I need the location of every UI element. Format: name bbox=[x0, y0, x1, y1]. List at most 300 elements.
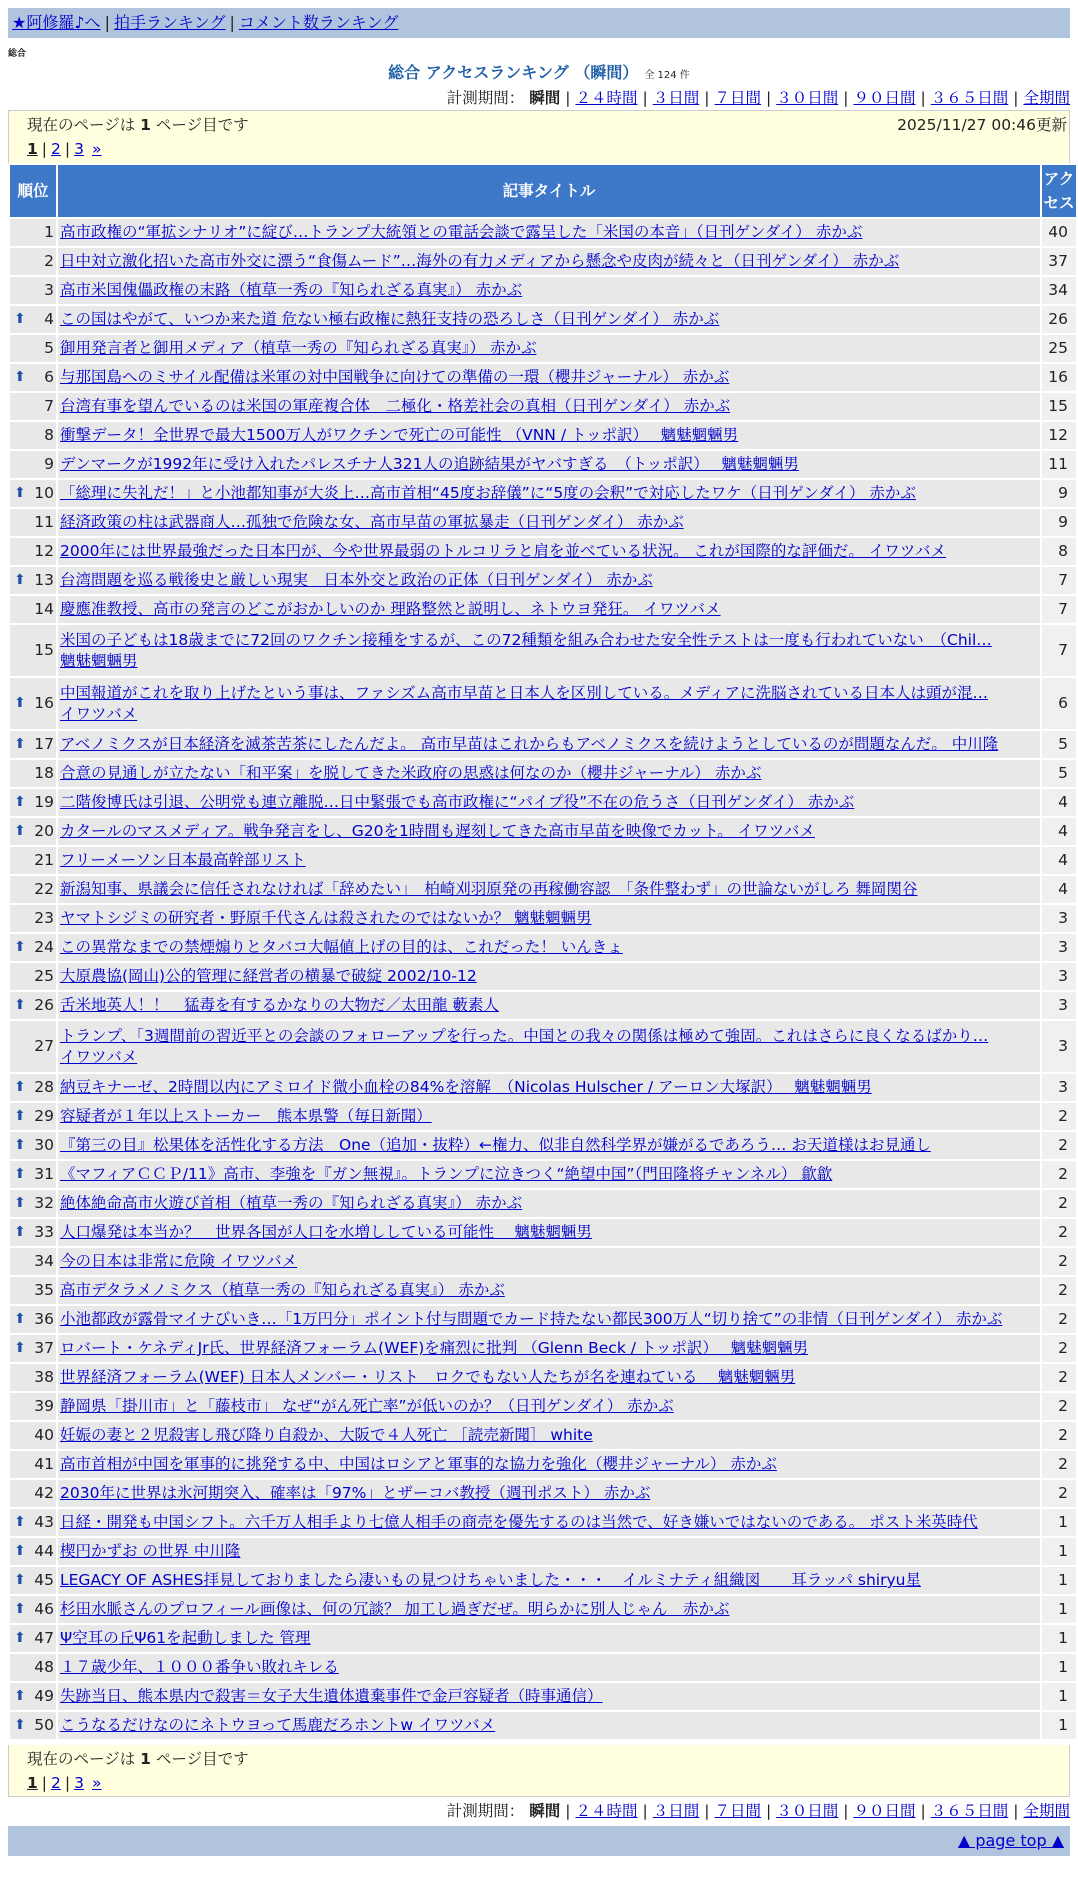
rank-cell bbox=[10, 567, 56, 594]
title-cell bbox=[58, 1074, 1040, 1101]
rank-cell bbox=[10, 1654, 56, 1681]
page-title-wrap bbox=[0, 62, 1078, 87]
article-link[interactable]: 大原農協(岡山)公的管理に経営者の横暴で破綻 2002/10-12 bbox=[60, 967, 477, 985]
title-cell bbox=[58, 1219, 1040, 1246]
access-count: 37 bbox=[1042, 248, 1076, 275]
up-arrow-icon: ⬆ bbox=[14, 695, 26, 711]
table-row bbox=[10, 1451, 1076, 1478]
rank-cell bbox=[10, 451, 56, 478]
title-cell bbox=[58, 1712, 1040, 1739]
table-row bbox=[10, 963, 1076, 990]
period-label: 計測期間： bbox=[446, 89, 525, 107]
page-link-2[interactable]: 2 bbox=[51, 1774, 61, 1792]
rank-cell bbox=[10, 1393, 56, 1420]
title-cell bbox=[58, 992, 1040, 1019]
page-link-current[interactable]: 1 bbox=[27, 140, 38, 158]
rank-cell bbox=[10, 1021, 56, 1072]
rank-number: 37 bbox=[34, 1339, 54, 1357]
col-rank-header: 順位 bbox=[10, 165, 56, 217]
access-count: 25 bbox=[1042, 335, 1076, 362]
rank-number: 33 bbox=[34, 1223, 54, 1241]
page-links-bottom: 1 | 2 | 3 » bbox=[27, 1774, 102, 1792]
period-90d[interactable]: ９０日間 bbox=[853, 1802, 916, 1820]
rank-number: 4 bbox=[44, 310, 54, 328]
rank-cell bbox=[10, 876, 56, 903]
rank-number: 21 bbox=[34, 851, 54, 869]
article-link[interactable] bbox=[60, 1026, 1038, 1068]
article-link[interactable]: この国はやがて、いつか来た道 危ない極右政権に熱狂支持の恐ろしさ（日刊ゲンダイ） 赤かぶ bbox=[60, 310, 720, 328]
period-30d[interactable]: ３０日間 bbox=[776, 1802, 839, 1820]
title-cell bbox=[58, 1393, 1040, 1420]
article-title: 中国報道がこれを取り上げたという事は、ファシズム高市早苗と日本人を区別している。メディアに洗脳されている日本人は頭が混… bbox=[60, 683, 988, 702]
article-link[interactable]: 慶應准教授、高市の発言のどこがおかしいのか 理路整然と説明し、ネトウヨ発狂。 イワツバメ bbox=[60, 600, 721, 618]
article-link[interactable]: 今の日本は非常に危険 イワツバメ bbox=[60, 1252, 298, 1270]
article-link[interactable]: １７歳少年、１０００番争い敗れキレる bbox=[60, 1658, 339, 1676]
article-link[interactable]: ロバート・ケネディJr氏、世界経済フォーラム(WEF)を痛烈に批判 （Glenn Beck / トッポ訳） 魑魅魍魎男 bbox=[60, 1339, 809, 1357]
rank-cell bbox=[10, 1306, 56, 1333]
article-author: イワツバメ bbox=[60, 1047, 138, 1066]
rank-cell bbox=[10, 248, 56, 275]
up-arrow-icon: ⬆ bbox=[14, 1108, 26, 1124]
table-row bbox=[10, 876, 1076, 903]
access-count: 1 bbox=[1042, 1625, 1076, 1652]
period-24h[interactable]: ２４時間 bbox=[575, 89, 638, 107]
rank-cell bbox=[10, 1132, 56, 1159]
page-link-2[interactable]: 2 bbox=[51, 140, 61, 158]
title-cell bbox=[58, 248, 1040, 275]
title-cell bbox=[58, 306, 1040, 333]
col-title-header: 記事タイトル bbox=[58, 165, 1040, 217]
rank-number: 39 bbox=[34, 1397, 54, 1415]
article-link[interactable]: デンマークが1992年に受け入れたパレスチナ人321人の追跡結果がヤバすぎる （トッポ訳） 魑魅魍魎男 bbox=[60, 455, 799, 473]
title-cell bbox=[58, 1654, 1040, 1681]
rank-number: 12 bbox=[34, 542, 54, 560]
title-cell bbox=[58, 1103, 1040, 1130]
page-link-3[interactable]: 3 bbox=[74, 1774, 85, 1792]
title-cell bbox=[58, 934, 1040, 961]
article-link[interactable]: 御用発言者と御用メディア（植草一秀の『知られざる真実』） 赤かぶ bbox=[60, 339, 537, 357]
article-link[interactable] bbox=[60, 630, 1038, 672]
title-cell bbox=[58, 364, 1040, 391]
access-count: 3 bbox=[1042, 1021, 1076, 1072]
access-count: 26 bbox=[1042, 306, 1076, 333]
table-row bbox=[10, 847, 1076, 874]
rank-cell bbox=[10, 219, 56, 246]
article-link[interactable]: 妊娠の妻と２児殺害し飛び降り自殺か、大阪で４人死亡 ［読売新聞］ white bbox=[60, 1426, 593, 1444]
rank-cell bbox=[10, 1364, 56, 1391]
title-cell bbox=[58, 1509, 1040, 1536]
table-row bbox=[10, 1654, 1076, 1681]
period-3d[interactable]: ３日間 bbox=[652, 89, 700, 107]
article-link[interactable]: フリーメーソン日本最高幹部リスト bbox=[60, 851, 306, 869]
rank-number: 10 bbox=[34, 484, 54, 502]
article-link[interactable]: 与那国島へのミサイル配備は米軍の対中国戦争に向けての準備の一環（櫻井ジャーナル） 赤かぶ bbox=[60, 368, 730, 386]
table-row bbox=[10, 1393, 1076, 1420]
up-arrow-icon: ⬆ bbox=[14, 1137, 26, 1153]
access-count: 3 bbox=[1042, 905, 1076, 932]
table-row bbox=[10, 277, 1076, 304]
rank-cell bbox=[10, 1538, 56, 1565]
home-link[interactable]: ★阿修羅♪へ bbox=[12, 13, 101, 32]
period-all[interactable]: 全期間 bbox=[1023, 1802, 1070, 1820]
page-title: 総合 アクセスランキング （瞬間） bbox=[388, 63, 639, 82]
title-cell bbox=[58, 1190, 1040, 1217]
rank-number: 26 bbox=[34, 996, 54, 1014]
title-cell bbox=[58, 1306, 1040, 1333]
table-row bbox=[10, 1335, 1076, 1362]
table-row bbox=[10, 1567, 1076, 1594]
access-count: 16 bbox=[1042, 364, 1076, 391]
title-cell bbox=[58, 731, 1040, 758]
title-cell bbox=[58, 1567, 1040, 1594]
rank-cell bbox=[10, 731, 56, 758]
title-cell bbox=[58, 567, 1040, 594]
article-link[interactable]: 合意の見通しが立たない「和平案」を脱してきた米政府の思惑は何なのか（櫻井ジャーナル） 赤かぶ bbox=[60, 764, 762, 782]
access-count: 15 bbox=[1042, 393, 1076, 420]
access-count: 7 bbox=[1042, 625, 1076, 676]
period-24h[interactable]: ２４時間 bbox=[575, 1802, 638, 1820]
up-arrow-icon: ⬆ bbox=[14, 1543, 26, 1559]
title-cell bbox=[58, 760, 1040, 787]
rank-cell bbox=[10, 422, 56, 449]
rank-number: 22 bbox=[34, 880, 54, 898]
rank-number: 5 bbox=[44, 339, 54, 357]
access-count: 12 bbox=[1042, 422, 1076, 449]
rank-cell bbox=[10, 1625, 56, 1652]
rank-number: 29 bbox=[34, 1107, 54, 1125]
title-cell bbox=[58, 1248, 1040, 1275]
access-count: 2 bbox=[1042, 1422, 1076, 1449]
rank-cell bbox=[10, 1451, 56, 1478]
rank-number: 28 bbox=[34, 1078, 54, 1096]
rank-cell bbox=[10, 1190, 56, 1217]
rank-number: 3 bbox=[44, 281, 54, 299]
table-row bbox=[10, 1538, 1076, 1565]
period-selector-bottom: 計測期間： 瞬間 | ２４時間 | ３日間 | ７日間 | ３０日間 | ９０日間 | ３６５日間 | 全期間 bbox=[446, 1802, 1070, 1820]
rank-cell bbox=[10, 277, 56, 304]
comment-ranking-link[interactable]: コメント数ランキング bbox=[238, 13, 399, 32]
table-row bbox=[10, 1103, 1076, 1130]
article-link[interactable]: 失跡当日、熊本県内で殺害＝女子大生遺体遺棄事件で金戸容疑者（時事通信） bbox=[60, 1687, 603, 1705]
title-cell bbox=[58, 393, 1040, 420]
rank-number: 1 bbox=[44, 223, 54, 241]
up-arrow-icon: ⬆ bbox=[14, 997, 26, 1013]
article-link[interactable]: Ψ空耳の丘Ψ61を起動しました 管理 bbox=[60, 1629, 311, 1647]
rank-number: 14 bbox=[34, 600, 54, 618]
rank-cell bbox=[10, 480, 56, 507]
article-link[interactable]: 世界経済フォーラム(WEF) 日本人メンバー・リスト ロクでもない人たちが名を連ねている 魑魅魍魎男 bbox=[60, 1368, 796, 1386]
period-90d[interactable]: ９０日間 bbox=[853, 89, 916, 107]
table-row bbox=[10, 1074, 1076, 1101]
rank-cell bbox=[10, 306, 56, 333]
rank-cell bbox=[10, 847, 56, 874]
article-title: トランプ、「3週間前の習近平との会談のフォローアップを行った。中国との我々の関係は極めて強固。これはさらに良くなるばかり… bbox=[60, 1026, 989, 1045]
title-cell bbox=[58, 1364, 1040, 1391]
up-arrow-icon: ⬆ bbox=[14, 369, 26, 385]
table-row bbox=[10, 596, 1076, 623]
access-count: 1 bbox=[1042, 1654, 1076, 1681]
access-count: 1 bbox=[1042, 1509, 1076, 1536]
period-7d[interactable]: ７日間 bbox=[714, 1802, 761, 1820]
article-link[interactable]: 2000年には世界最強だった日本円が、今や世界最弱のトルコリラと肩を並べている状況。 これが国際的な評価だ。 イワツバメ bbox=[60, 542, 946, 560]
top-nav bbox=[8, 8, 1070, 38]
article-link[interactable]: 人口爆発は本当か？ 世界各国が人口を水増ししている可能性 魑魅魍魎男 bbox=[60, 1223, 592, 1241]
title-cell bbox=[58, 847, 1040, 874]
access-count: 4 bbox=[1042, 847, 1076, 874]
rank-number: 18 bbox=[34, 764, 54, 782]
article-link[interactable]: 高市デタラメノミクス（植草一秀の『知られざる真実』） 赤かぶ bbox=[60, 1281, 505, 1299]
table-row bbox=[10, 905, 1076, 932]
rank-cell bbox=[10, 992, 56, 1019]
table-row bbox=[10, 306, 1076, 333]
rank-number: 41 bbox=[34, 1455, 54, 1473]
table-row bbox=[10, 364, 1076, 391]
rank-cell bbox=[10, 393, 56, 420]
rank-number: 23 bbox=[34, 909, 54, 927]
article-link[interactable]: 舌米地英人！！ 猛毒を有するかなりの大物だ／太田龍 藪素人 bbox=[60, 996, 499, 1014]
access-count: 5 bbox=[1042, 760, 1076, 787]
page-link-current[interactable]: 1 bbox=[27, 1774, 38, 1792]
rank-cell bbox=[10, 963, 56, 990]
article-link[interactable]: 日中対立激化招いた高市外交に漂う“食傷ムード”…海外の有力メディアから懸念や皮肉が続々と（日刊ゲンダイ） 赤かぶ bbox=[60, 252, 900, 270]
period-7d[interactable]: ７日間 bbox=[714, 89, 761, 107]
up-arrow-icon: ⬆ bbox=[14, 311, 26, 327]
access-count: 2 bbox=[1042, 1103, 1076, 1130]
title-cell bbox=[58, 789, 1040, 816]
article-title: 米国の子どもは18歳までに72回のワクチン接種をするが、この72種類を組み合わせた安全性テストは一度も行われていない （Chil… bbox=[60, 630, 992, 649]
article-link[interactable]: 新潟知事、県議会に信任されなければ「辞めたい」 柏崎刈羽原発の再稼働容認 「条件整わず」の世論ないがしろ 舞岡関谷 bbox=[60, 880, 918, 898]
rank-number: 20 bbox=[34, 822, 54, 840]
page-number: 1 bbox=[140, 116, 151, 134]
title-cell bbox=[58, 1625, 1040, 1652]
up-arrow-icon: ⬆ bbox=[14, 736, 26, 752]
table-row bbox=[10, 1306, 1076, 1333]
up-arrow-icon: ⬆ bbox=[14, 1601, 26, 1617]
access-count: 2 bbox=[1042, 1480, 1076, 1507]
rank-number: 7 bbox=[44, 397, 54, 415]
period-30d[interactable]: ３０日間 bbox=[776, 89, 839, 107]
rank-number: 25 bbox=[34, 967, 54, 985]
access-count: 1 bbox=[1042, 1567, 1076, 1594]
article-link[interactable]: カタールのマスメディア。戦争発言をし、G20を1時間も遅刻してきた高市早苗を映像でカット。 イワツバメ bbox=[60, 822, 815, 840]
access-count: 2 bbox=[1042, 1364, 1076, 1391]
rank-number: 47 bbox=[34, 1629, 54, 1647]
article-link[interactable]: 経済政策の柱は武器商人…孤独で危険な女、高市早苗の軍拡暴走（日刊ゲンダイ） 赤かぶ bbox=[60, 513, 684, 531]
rank-number: 8 bbox=[44, 426, 54, 444]
rank-cell bbox=[10, 1422, 56, 1449]
access-count: 1 bbox=[1042, 1596, 1076, 1623]
access-count: 7 bbox=[1042, 596, 1076, 623]
clap-ranking-link[interactable]: 拍手ランキング bbox=[113, 13, 226, 32]
article-link[interactable]: 小池都政が露骨マイナびいき…「1万円分」ポイント付与問題でカード持たない都民300万人“切り捨て”の非情（日刊ゲンダイ） 赤かぶ bbox=[60, 1310, 1003, 1328]
article-link[interactable]: 高市政権の“軍拡シナリオ”に綻び…トランプ大統領との電話会談で露呈した「米国の本音」（日刊ゲンダイ） 赤かぶ bbox=[60, 223, 863, 241]
article-link[interactable]: 絶体絶命高市火遊び首相（植草一秀の『知られざる真実』） 赤かぶ bbox=[60, 1194, 523, 1212]
access-count: 3 bbox=[1042, 963, 1076, 990]
rank-cell bbox=[10, 1277, 56, 1304]
rank-cell bbox=[10, 760, 56, 787]
access-count: 2 bbox=[1042, 1248, 1076, 1275]
article-link[interactable]: 楔円かずお の世界 中川隆 bbox=[60, 1542, 241, 1560]
access-count: 3 bbox=[1042, 992, 1076, 1019]
title-cell bbox=[58, 422, 1040, 449]
period-all[interactable]: 全期間 bbox=[1023, 89, 1070, 107]
title-cell bbox=[58, 451, 1040, 478]
access-count: 2 bbox=[1042, 1219, 1076, 1246]
up-arrow-icon: ⬆ bbox=[14, 1717, 26, 1733]
up-arrow-icon: ⬆ bbox=[14, 1166, 26, 1182]
rank-number: 24 bbox=[34, 938, 54, 956]
rank-cell bbox=[10, 1683, 56, 1710]
rank-number: 36 bbox=[34, 1310, 54, 1328]
rank-cell bbox=[10, 1335, 56, 1362]
period-365d[interactable]: ３６５日間 bbox=[930, 1802, 1009, 1820]
rank-cell bbox=[10, 1248, 56, 1275]
article-link[interactable]: 納豆キナーゼ、2時間以内にアミロイド微小血栓の84%を溶解 （Nicolas Hulscher / アーロン大塚訳） 魑魅魍魎男 bbox=[60, 1078, 872, 1096]
title-cell bbox=[58, 538, 1040, 565]
access-count: 7 bbox=[1042, 567, 1076, 594]
article-link[interactable]: 静岡県「掛川市」と「藤枝市」 なぜ“がん死亡率”が低いのか？（日刊ゲンダイ） 赤かぶ bbox=[60, 1397, 674, 1415]
title-cell bbox=[58, 1132, 1040, 1159]
period-3d[interactable]: ３日間 bbox=[652, 1802, 700, 1820]
ranking-table bbox=[8, 163, 1078, 1741]
article-link[interactable]: 高市首相が中国を軍事的に挑発する中、中国はロシアと軍事的な協力を強化（櫻井ジャーナル） 赤かぶ bbox=[60, 1455, 777, 1473]
table-row bbox=[10, 1596, 1076, 1623]
up-arrow-icon: ⬆ bbox=[14, 1079, 26, 1095]
rank-number: 31 bbox=[34, 1165, 54, 1183]
table-row bbox=[10, 509, 1076, 536]
period-365d[interactable]: ３６５日間 bbox=[930, 89, 1009, 107]
table-row bbox=[10, 422, 1076, 449]
rank-number: 9 bbox=[44, 455, 54, 473]
article-link[interactable]: 二階俊博氏は引退、公明党も連立離脱…日中緊張でも高市政権に“パイプ役”不在の危うさ（日刊ゲンダイ） 赤かぶ bbox=[60, 793, 855, 811]
title-cell bbox=[58, 905, 1040, 932]
title-cell bbox=[58, 1451, 1040, 1478]
up-arrow-icon: ⬆ bbox=[14, 1340, 26, 1356]
nav-sep: | bbox=[104, 13, 110, 32]
rank-number: 19 bbox=[34, 793, 54, 811]
rank-number: 35 bbox=[34, 1281, 54, 1299]
article-link[interactable] bbox=[60, 683, 1038, 725]
access-count: 3 bbox=[1042, 1074, 1076, 1101]
table-row bbox=[10, 1190, 1076, 1217]
article-link[interactable]: 2030年に世界は氷河期突入、確率は「97%」とザーコバ教授（週刊ポスト） 赤かぶ bbox=[60, 1484, 651, 1502]
table-row bbox=[10, 625, 1076, 676]
article-link[interactable]: 台湾有事を望んでいるのは米国の軍産複合体 二極化・格差社会の真相（日刊ゲンダイ） 赤かぶ bbox=[60, 397, 731, 415]
rank-cell bbox=[10, 934, 56, 961]
article-link[interactable]: 日経・開発も中国シフト。六千万人相手より七億人相手の商売を優先するのは当然で、好き嫌いではないのである。 ポスト米英時代 bbox=[60, 1513, 978, 1531]
article-link[interactable]: 杉田水脈さんのプロフィール画像は、何の冗談？ 加工し過ぎだぜ。明らかに別人じゃん 赤かぶ bbox=[60, 1600, 730, 1618]
updated-time: 2025/11/27 00:46更新 bbox=[897, 116, 1067, 134]
access-count: 1 bbox=[1042, 1683, 1076, 1710]
rank-number: 49 bbox=[34, 1687, 54, 1705]
table-row bbox=[10, 1219, 1076, 1246]
table-row bbox=[10, 1021, 1076, 1072]
table-row bbox=[10, 538, 1076, 565]
rank-number: 38 bbox=[34, 1368, 54, 1386]
title-cell bbox=[58, 963, 1040, 990]
pager-top bbox=[8, 110, 1070, 163]
access-count: 2 bbox=[1042, 1277, 1076, 1304]
title-cell bbox=[58, 876, 1040, 903]
article-link[interactable]: 高市米国傀儡政権の末路（植草一秀の『知られざる真実』） 赤かぶ bbox=[60, 281, 523, 299]
rank-cell bbox=[10, 818, 56, 845]
period-selector-top: 計測期間： 瞬間 | ２４時間 | ３日間 | ７日間 | ３０日間 | ９０日間 | ３６５日間 | 全期間 bbox=[446, 89, 1070, 107]
article-link[interactable]: この異常なまでの禁煙煽りとタバコ大幅値上げの目的は、これだった！ いんきょ bbox=[60, 938, 623, 956]
access-count: 2 bbox=[1042, 1132, 1076, 1159]
article-link[interactable]: 『第三の目』松果体を活性化する方法 One（追加・抜粋）←権力、似非自然科学界が嫌がるであろう… お天道様はお見通し bbox=[60, 1136, 931, 1154]
article-link[interactable]: 「総理に失礼だ！」と小池都知事が大炎上…高市首相“45度お辞儀”に“5度の会釈”で対応したワケ（日刊ゲンダイ） 赤かぶ bbox=[60, 484, 916, 502]
col-access-header: アクセス bbox=[1042, 165, 1076, 217]
rank-number: 17 bbox=[34, 735, 54, 753]
page-next-link[interactable]: » bbox=[92, 1774, 102, 1792]
access-count: 11 bbox=[1042, 451, 1076, 478]
article-link[interactable]: アベノミクスが日本経済を滅茶苦茶にしたんだよ。 高市早苗はこれからもアベノミクスを続けようとしているのが問題なんだ。 中川隆 bbox=[60, 735, 999, 753]
article-link[interactable]: こうなるだけなのにネトウヨって馬鹿だろホントw イワツバメ bbox=[60, 1716, 496, 1734]
title-cell bbox=[58, 1683, 1040, 1710]
access-count: 4 bbox=[1042, 876, 1076, 903]
up-arrow-icon: ⬆ bbox=[14, 1572, 26, 1588]
rank-number: 15 bbox=[34, 641, 54, 659]
rank-cell bbox=[10, 509, 56, 536]
article-link[interactable]: 容疑者が１年以上ストーカー 熊本県警（毎日新聞） bbox=[60, 1107, 432, 1125]
table-row bbox=[10, 219, 1076, 246]
up-arrow-icon: ⬆ bbox=[14, 939, 26, 955]
up-arrow-icon: ⬆ bbox=[14, 1630, 26, 1646]
title-cell bbox=[58, 509, 1040, 536]
table-row bbox=[10, 760, 1076, 787]
table-row bbox=[10, 1480, 1076, 1507]
access-count: 2 bbox=[1042, 1451, 1076, 1478]
page-link-3[interactable]: 3 bbox=[74, 140, 85, 158]
rank-number: 16 bbox=[34, 694, 54, 712]
table-row bbox=[10, 678, 1076, 729]
article-link[interactable]: LEGACY OF ASHES拝見しておりましたら凄いもの見つけちゃいました・・・ イルミナティ組織図 耳ラッパ shiryu星 bbox=[60, 1571, 921, 1589]
article-link[interactable]: 衝撃データ！全世界で最大1500万人がワクチンで死亡の可能性 （VNN / トッポ訳） 魑魅魍魎男 bbox=[60, 426, 739, 444]
table-row bbox=[10, 1277, 1076, 1304]
section-label: 総合 bbox=[8, 49, 27, 59]
access-count: 4 bbox=[1042, 818, 1076, 845]
up-arrow-icon: ⬆ bbox=[14, 572, 26, 588]
rank-number: 27 bbox=[34, 1037, 54, 1055]
rank-number: 48 bbox=[34, 1658, 54, 1676]
rank-cell bbox=[10, 678, 56, 729]
period-current: 瞬間 bbox=[529, 89, 561, 107]
title-cell bbox=[58, 1480, 1040, 1507]
page-top-link[interactable]: ▲ page top ▲ bbox=[957, 1831, 1064, 1850]
rank-cell bbox=[10, 1103, 56, 1130]
rank-number: 50 bbox=[34, 1716, 54, 1734]
up-arrow-icon: ⬆ bbox=[14, 1688, 26, 1704]
total-count: 全 124 件 bbox=[644, 70, 690, 81]
title-cell bbox=[58, 1422, 1040, 1449]
access-count: 6 bbox=[1042, 678, 1076, 729]
article-link[interactable]: ヤマトシジミの研究者・野原千代さんは殺されたのではないか？ 魑魅魍魎男 bbox=[60, 909, 592, 927]
rank-cell bbox=[10, 1161, 56, 1188]
title-cell bbox=[58, 1596, 1040, 1623]
up-arrow-icon: ⬆ bbox=[14, 1195, 26, 1211]
access-count: 2 bbox=[1042, 1393, 1076, 1420]
title-cell bbox=[58, 596, 1040, 623]
rank-number: 6 bbox=[44, 368, 54, 386]
article-link[interactable]: 《マフィアＣＣＰ/11》高市、李強を『ガン無視』。トランプに泣きつく“絶望中国”（門田隆将チャンネル） 歙歙 bbox=[60, 1165, 833, 1183]
table-row bbox=[10, 731, 1076, 758]
access-count: 9 bbox=[1042, 509, 1076, 536]
article-link[interactable]: 台湾問題を巡る戦後史と厳しい現実 日本外交と政治の正体（日刊ゲンダイ） 赤かぶ bbox=[60, 571, 653, 589]
page-next-link[interactable]: » bbox=[92, 140, 102, 158]
up-arrow-icon: ⬆ bbox=[14, 1224, 26, 1240]
page-links: 1 | 2 | 3 » bbox=[27, 140, 102, 158]
table-row bbox=[10, 818, 1076, 845]
